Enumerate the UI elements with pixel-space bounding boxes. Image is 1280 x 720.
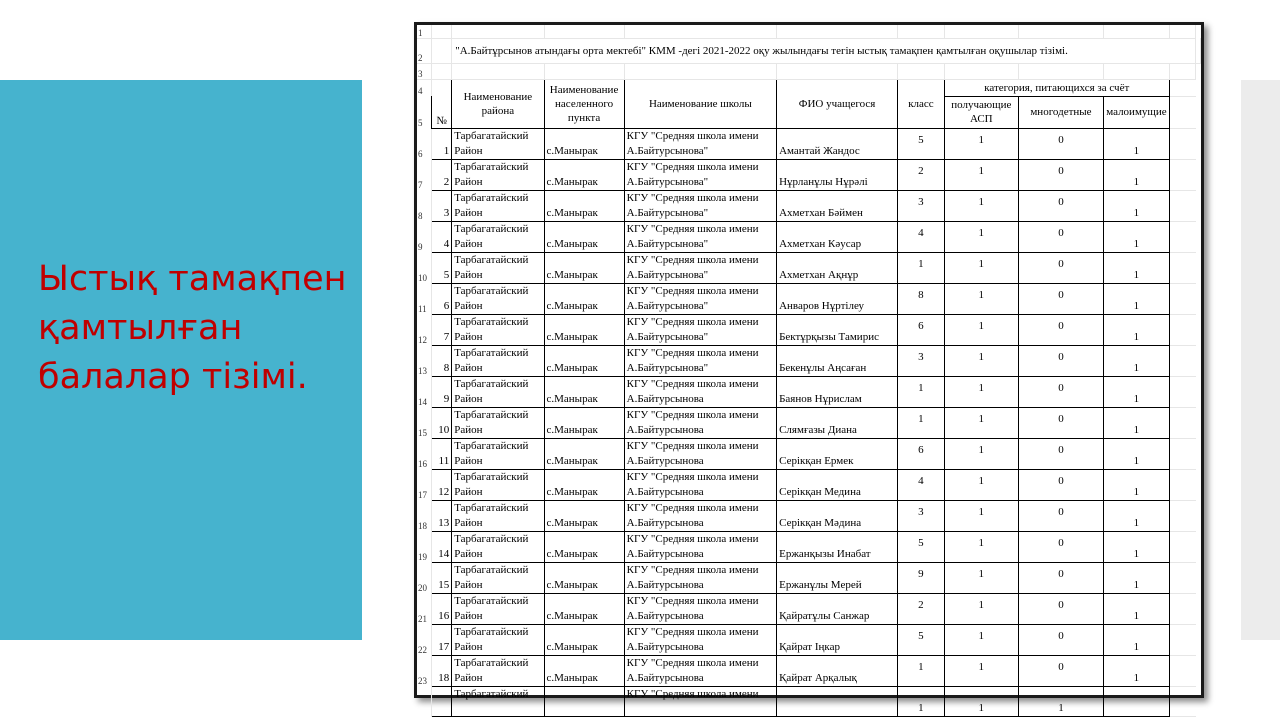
cell-large-family: 0 [1018,221,1103,252]
row-number [417,686,431,716]
cell-low-income: 1 [1104,221,1169,252]
cell-locality: с.Манырак [544,128,624,159]
cell-locality: с.Манырак [544,252,624,283]
cell-low-income: 1 [1104,655,1169,686]
sheet-row-1 [417,25,1201,38]
cell-asp: 1 [944,624,1018,655]
row-number: 15 [417,407,431,438]
slide-title: Ыстық тамақпен қамтылған балалар тізімі. [38,259,347,397]
cell-locality: с.Манырак [544,407,624,438]
cell-asp: 1 [944,593,1018,624]
row-number: 13 [417,345,431,376]
cell-large-family: 0 [1018,283,1103,314]
cell-asp: 1 [944,159,1018,190]
cell-region: Тарбагатайский Район [452,469,544,500]
cell-large-family: 0 [1018,624,1103,655]
cell-grade: 1 [898,407,945,438]
student-table [417,25,1201,717]
cell-large-family: 0 [1018,438,1103,469]
header-region: Наименование района [452,79,544,128]
cell-no: 13 [431,500,451,531]
cell-large-family: 0 [1018,314,1103,345]
cell-school: КГУ "Средняя школа имени А.Байтурсынова [624,624,776,655]
cell-student [777,686,898,716]
table-row [417,655,1201,686]
cell-grade: 4 [898,469,945,500]
cell-large-family: 0 [1018,593,1103,624]
cell-low-income: 1 [1104,345,1169,376]
cell-asp: 1 [944,407,1018,438]
header-row-1 [417,79,1201,96]
row-number: 3 [417,63,431,79]
cell-locality: с.Манырак [544,531,624,562]
trailing-cell [1169,531,1195,562]
cell-locality: с.Манырак [544,655,624,686]
cell-grade: 4 [898,221,945,252]
row-number: 1 [417,25,431,38]
header-category-group: категория, питающихся за счёт [944,79,1169,96]
cell-region: Тарбагатайский Район [452,655,544,686]
cell-locality: с.Манырак [544,314,624,345]
trailing-cell [1169,407,1195,438]
header-no: № [431,79,451,128]
cell-locality: с.Манырак [544,593,624,624]
cell-asp: 1 [944,438,1018,469]
cell-asp: 1 [944,283,1018,314]
trailing-cell [1169,438,1195,469]
row-number: 2 [417,38,431,63]
cell-low-income: 1 [1104,159,1169,190]
cell-no: 9 [431,376,451,407]
cell-school: КГУ "Средняя школа имени А.Байтурсынова" [624,190,776,221]
cell-grade: 1 [898,655,945,686]
trailing-cell [1169,562,1195,593]
table-row [417,159,1201,190]
cell-grade: 9 [898,562,945,593]
cell-student: Серікқан Мәдина [777,500,898,531]
cell-student: Ахметхан Кәусар [777,221,898,252]
trailing-cell [1169,221,1195,252]
row-number: 4 [417,79,431,96]
cell-asp: 1 [944,469,1018,500]
cell-low-income: 1 [1104,469,1169,500]
cell-locality: с.Манырак [544,500,624,531]
row-number: 22 [417,624,431,655]
row-number: 16 [417,438,431,469]
cell-region: Тарбагатайский Район [452,624,544,655]
table-row [417,562,1201,593]
cell-large-family: 0 [1018,252,1103,283]
cell-low-income: 1 [1104,531,1169,562]
cell-region: Тарбагатайский Район [452,407,544,438]
cell-student: Серікқан Ермек [777,438,898,469]
document-title: "А.Байтұрсынов атындағы орта мектебі" КММ -дегі 2021-2022 оқу жылындағы тегін ыстық тамақпен қамтылған оқушылар тізімі. [452,38,1196,63]
cell-low-income: 1 [1104,500,1169,531]
cell-school: КГУ "Средняя школа имени А.Байтурсынова [624,655,776,686]
cell-no: 4 [431,221,451,252]
cell-large-family: 0 [1018,376,1103,407]
cell-region: Тарбагатайский Район [452,345,544,376]
row-number: 17 [417,469,431,500]
header-grade: класс [898,79,945,128]
cell-asp: 1 [944,531,1018,562]
cell-grade: 5 [898,128,945,159]
row-number: 14 [417,376,431,407]
cell-no: 16 [431,593,451,624]
cell-school: КГУ "Средняя школа имени А.Байтурсынова [624,376,776,407]
cell-student: Анваров Нұртілеу [777,283,898,314]
trailing-cell [1169,624,1195,655]
cell-grade: 1 [898,376,945,407]
cell-school: КГУ "Средняя школа имени А.Байтурсынова [624,500,776,531]
trailing-cell [1169,283,1195,314]
row-number: 21 [417,593,431,624]
cell-asp: 1 [944,562,1018,593]
cell-school: КГУ "Средняя школа имени А.Байтурсынова" [624,252,776,283]
cell-student: Қайрат Іңкар [777,624,898,655]
cell-large-family: 0 [1018,159,1103,190]
cell-region: Тарбагатайский Район [452,438,544,469]
table-row [417,624,1201,655]
trailing-cell [1169,252,1195,283]
table-row [417,314,1201,345]
cell-no: 8 [431,345,451,376]
cell-large-family: 0 [1018,345,1103,376]
trailing-cell [1169,345,1195,376]
cell-low-income: 1 [1104,376,1169,407]
cell-grade: 8 [898,283,945,314]
cell-low-income: 1 [1104,128,1169,159]
cell-region: Тарбагатайский Район [452,190,544,221]
cell-no: 18 [431,655,451,686]
table-row [417,221,1201,252]
table-row-partial [417,686,1201,716]
cell-student: Слямғазы Диана [777,407,898,438]
cell-region: Тарбагатайский Район [452,314,544,345]
cell-region: Тарбагатайский Район [452,252,544,283]
cell-student: Қайрат Арқалық [777,655,898,686]
cell-large-family: 0 [1018,128,1103,159]
cell-school: КГУ "Средняя школа имени А.Байтурсынова [624,407,776,438]
cell-no: 15 [431,562,451,593]
cell-student: Баянов Нұрислам [777,376,898,407]
cell-school: КГУ "Средняя школа имени А.Байтурсынова [624,438,776,469]
table-row [417,376,1201,407]
cell-grade: 2 [898,593,945,624]
trailing-cell [1169,593,1195,624]
cell-low-income: 1 [1104,562,1169,593]
table-row [417,407,1201,438]
cell-low-income: 1 [1104,438,1169,469]
cell-locality: с.Манырак [544,624,624,655]
sheet-row-2 [417,38,1201,63]
table-row [417,438,1201,469]
cell-locality: с.Манырак [544,159,624,190]
cell-grade: 3 [898,500,945,531]
cell-no: 10 [431,407,451,438]
trailing-cell [1169,314,1195,345]
row-number: 23 [417,655,431,686]
row-number: 8 [417,190,431,221]
cell-asp: 1 [944,128,1018,159]
cell-no: 3 [431,190,451,221]
table-row [417,531,1201,562]
cell-locality: с.Манырак [544,221,624,252]
trailing-cell [1169,500,1195,531]
cell-region: Тарбагатайский Район [452,221,544,252]
row-number: 19 [417,531,431,562]
cell-low-income: 1 [1104,283,1169,314]
cell-no: 1 [431,128,451,159]
cell-grade: 5 [898,624,945,655]
cell-locality: с.Манырак [544,376,624,407]
cell-school: КГУ "Средняя школа имени А.Байтурсынова" [624,345,776,376]
cell-locality: с.Манырак [544,190,624,221]
cell-region: Тарбагатайский Район [452,159,544,190]
cell-school: КГУ "Средняя школа имени А.Байтурсынова" [624,128,776,159]
cell-student: Ахметхан Бәймен [777,190,898,221]
cell-low-income [1104,686,1169,716]
table-row [417,252,1201,283]
cell-no [431,686,451,716]
spreadsheet-screenshot [414,22,1204,714]
table-row [417,469,1201,500]
cell-no: 7 [431,314,451,345]
cell-region: Тарбагатайский [452,686,544,716]
table-row [417,128,1201,159]
cell-no: 17 [431,624,451,655]
cell-student: Ержанұлы Мерей [777,562,898,593]
cell-asp: 1 [944,500,1018,531]
header-large-family: многодетные [1018,96,1103,128]
cell-locality: с.Манырак [544,469,624,500]
sheet-row-3 [417,63,1201,79]
cell-school: КГУ "Средняя школа имени А.Байтурсынова [624,562,776,593]
cell-no: 6 [431,283,451,314]
cell-low-income: 1 [1104,624,1169,655]
cell-large-family: 0 [1018,562,1103,593]
cell-school: КГУ "Средняя школа имени А.Байтурсынова" [624,159,776,190]
cell-low-income: 1 [1104,314,1169,345]
cell-school: КГУ "Средняя школа имени А.Байтурсынова [624,593,776,624]
cell-no: 2 [431,159,451,190]
cell-region: Тарбагатайский Район [452,593,544,624]
cell-no: 11 [431,438,451,469]
cell-grade: 1 [898,252,945,283]
row-number: 20 [417,562,431,593]
cell-school: КГУ "Средняя школа имени А.Байтурсынова" [624,314,776,345]
cell-region: Тарбагатайский Район [452,283,544,314]
table-row [417,345,1201,376]
cell-grade: 5 [898,531,945,562]
cell-asp: 1 [944,252,1018,283]
header-asp: получающие АСП [944,96,1018,128]
cell-asp: 1 [944,655,1018,686]
table-row [417,500,1201,531]
cell-grade: 3 [898,190,945,221]
cell-locality [544,686,624,716]
cell-low-income: 1 [1104,190,1169,221]
row-number: 18 [417,500,431,531]
cell-asp: 1 [944,314,1018,345]
cell-large-family: 0 [1018,500,1103,531]
cell-locality: с.Манырак [544,438,624,469]
table-row [417,190,1201,221]
cell-locality: с.Манырак [544,345,624,376]
trailing-cell [1169,159,1195,190]
cell-student: Бекенұлы Аңсаған [777,345,898,376]
cell-student: Серікқан Медина [777,469,898,500]
cell-low-income: 1 [1104,407,1169,438]
cell-locality: с.Манырак [544,283,624,314]
cell-grade: 6 [898,314,945,345]
cell-region: Тарбагатайский Район [452,376,544,407]
cell-student: Нұрланұлы Нұрәлі [777,159,898,190]
cell-no: 12 [431,469,451,500]
trailing-cell [1169,376,1195,407]
cell-large-family: 0 [1018,531,1103,562]
cell-school: КГУ "Средняя школа имени А.Байтурсынова" [624,283,776,314]
trailing-cell [1169,655,1195,686]
header-locality: Наименование населенного пункта [544,79,624,128]
cell-school: КГУ "Средняя школа имени [624,686,776,716]
cell-grade: 2 [898,159,945,190]
cell-low-income: 1 [1104,252,1169,283]
cell-school: КГУ "Средняя школа имени А.Байтурсынова [624,469,776,500]
row-number: 12 [417,314,431,345]
table-row [417,593,1201,624]
cell-region: Тарбагатайский Район [452,128,544,159]
row-number: 7 [417,159,431,190]
trailing-cell [1169,469,1195,500]
row-number: 9 [417,221,431,252]
row-number: 11 [417,283,431,314]
cell-large-family: 1 [1018,686,1103,716]
cell-asp: 1 [944,190,1018,221]
cell-no: 5 [431,252,451,283]
trailing-cell [1169,128,1195,159]
cell-large-family: 0 [1018,190,1103,221]
cell-large-family: 0 [1018,655,1103,686]
cell-student: Бектұрқызы Тамирис [777,314,898,345]
cell-asp: 1 [944,345,1018,376]
cell-school: КГУ "Средняя школа имени А.Байтурсынова [624,531,776,562]
header-low-income: малоимущие [1104,96,1169,128]
cell-grade: 1 [898,686,945,716]
cell-grade: 3 [898,345,945,376]
row-number: 6 [417,128,431,159]
cell-region: Тарбагатайский Район [452,562,544,593]
cell-school: КГУ "Средняя школа имени А.Байтурсынова" [624,221,776,252]
table-row [417,283,1201,314]
right-decor-bar [1241,80,1280,640]
cell-asp: 1 [944,376,1018,407]
trailing-cell [1169,686,1195,716]
header-school: Наименование школы [624,79,776,128]
cell-asp: 1 [944,686,1018,716]
cell-locality: с.Манырак [544,562,624,593]
cell-student: Ержанқызы Инабат [777,531,898,562]
cell-student: Қайратұлы Санжар [777,593,898,624]
cell-large-family: 0 [1018,469,1103,500]
cell-large-family: 0 [1018,407,1103,438]
row-number: 10 [417,252,431,283]
cell-student: Амантай Жандос [777,128,898,159]
cell-asp: 1 [944,221,1018,252]
cell-low-income: 1 [1104,593,1169,624]
row-number: 5 [417,96,431,128]
cell-region: Тарбагатайский Район [452,531,544,562]
cell-region: Тарбагатайский Район [452,500,544,531]
cell-no: 14 [431,531,451,562]
trailing-cell [1169,190,1195,221]
header-student: ФИО учащегося [777,79,898,128]
cell-student: Ахметхан Ақнұр [777,252,898,283]
cell-grade: 6 [898,438,945,469]
